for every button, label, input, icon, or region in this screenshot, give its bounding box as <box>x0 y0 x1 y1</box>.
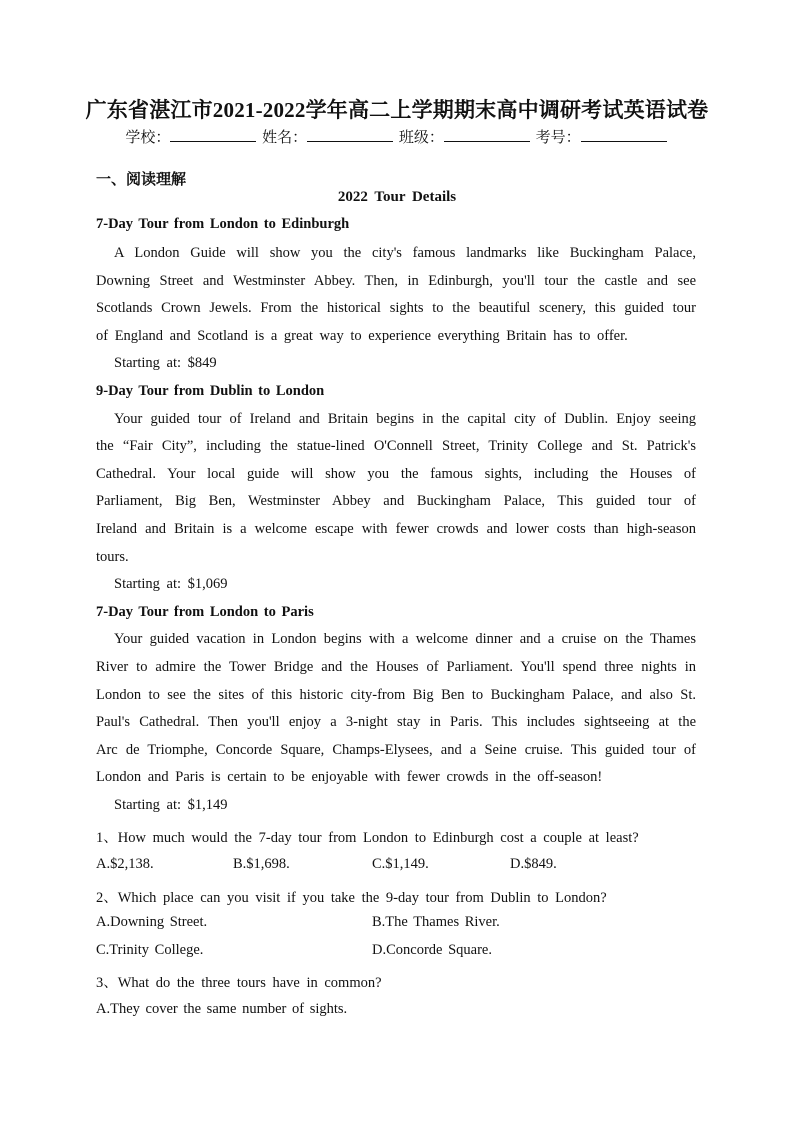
tour-price: Starting at: $1,069 <box>114 576 228 592</box>
tour-heading: 7-Day Tour from London to Paris <box>96 604 314 620</box>
answer-option: A.They cover the same number of sights. <box>96 1001 348 1017</box>
tour-text-line: London and Paris is certain to be enjoyable with fewer crowds in the off-season! <box>96 769 603 785</box>
tour-text-line: Arc de Triomphe, Concorde Square, Champs-Elysees, and a Seine cruise. This guided tour of <box>96 742 696 758</box>
tour-text-line: Your guided tour of Ireland and Britain begins in the capital city of Dublin. Enjoy seeing <box>114 411 696 427</box>
tour-text-line: Ireland and Britain is a welcome escape with fewer crowds and lower costs than high-season <box>96 521 696 537</box>
tour-text-line: of England and Scotland is a great way to experience everything Britain has to offer. <box>96 328 628 344</box>
answer-option: D.Concorde Square. <box>372 942 492 958</box>
answer-option: A.$2,138. <box>96 856 154 872</box>
answer-option: B.$1,698. <box>233 856 290 872</box>
section-heading: 一、阅读理解 <box>96 172 187 188</box>
exam-number-blank <box>581 127 667 142</box>
tour-text-line: Paul's Cathedral. Then you'll enjoy a 3-night stay in Paris. This includes sightseeing at the <box>96 714 696 730</box>
passage-title: 2022 Tour Details <box>337 189 457 205</box>
class-blank <box>444 127 530 142</box>
tour-text-line: Your guided vacation in London begins with a welcome dinner and a cruise on the Thames <box>114 631 696 647</box>
answer-option: C.Trinity College. <box>96 942 204 958</box>
class-label: 班级： <box>398 130 444 146</box>
tour-text-line: River to admire the Tower Bridge and the Houses of Parliament. You'll spend three nights in <box>96 659 696 675</box>
question-stem: 3、What do the three tours have in common? <box>96 975 382 991</box>
tour-text-line: Cathedral. Your local guide will show you the famous sights, including the Houses of <box>96 466 696 482</box>
tour-text-line: the “Fair City”, including the statue-lined O'Connell Street, Trinity College and St. Patrick's <box>96 438 696 454</box>
name-label: 姓名： <box>262 130 308 146</box>
school-blank <box>170 127 256 142</box>
tour-heading: 9-Day Tour from Dublin to London <box>96 383 325 399</box>
tour-price: Starting at: $849 <box>114 355 217 371</box>
exam-title: 广东省湛江市2021-2022学年高二上学期期末高中调研考试英语试卷 <box>85 98 709 122</box>
answer-option: A.Downing Street. <box>96 914 208 930</box>
exam-number-label: 考号： <box>535 130 581 146</box>
answer-option: D.$849. <box>510 856 557 872</box>
tour-price: Starting at: $1,149 <box>114 797 228 813</box>
tour-text-line: Downing Street and Westminster Abbey. Then, in Edinburgh, you'll tour the castle and see <box>96 273 696 289</box>
student-info-line <box>0 126 794 147</box>
tour-text-line: London to see the sites of this historic city-from Big Ben to Buckingham Palace, and also St. <box>96 687 696 703</box>
question-stem: 1、How much would the 7-day tour from London to Edinburgh cost a couple at least? <box>96 830 639 846</box>
tour-text-line: tours. <box>96 549 129 565</box>
tour-text-line: Parliament, Big Ben, Westminster Abbey and Buckingham Palace, This guided tour of <box>96 493 696 509</box>
tour-text-line: A London Guide will show you the city's famous landmarks like Buckingham Palace, <box>114 245 696 261</box>
name-blank <box>307 127 393 142</box>
school-label: 学校： <box>125 130 171 146</box>
tour-heading: 7-Day Tour from London to Edinburgh <box>96 216 350 232</box>
answer-option: B.The Thames River. <box>372 914 500 930</box>
tour-text-line: Scotlands Crown Jewels. From the historical sights to the beautiful scenery, this guided tour <box>96 300 696 316</box>
question-stem: 2、Which place can you visit if you take the 9-day tour from Dublin to London? <box>96 890 607 906</box>
answer-option: C.$1,149. <box>372 856 429 872</box>
